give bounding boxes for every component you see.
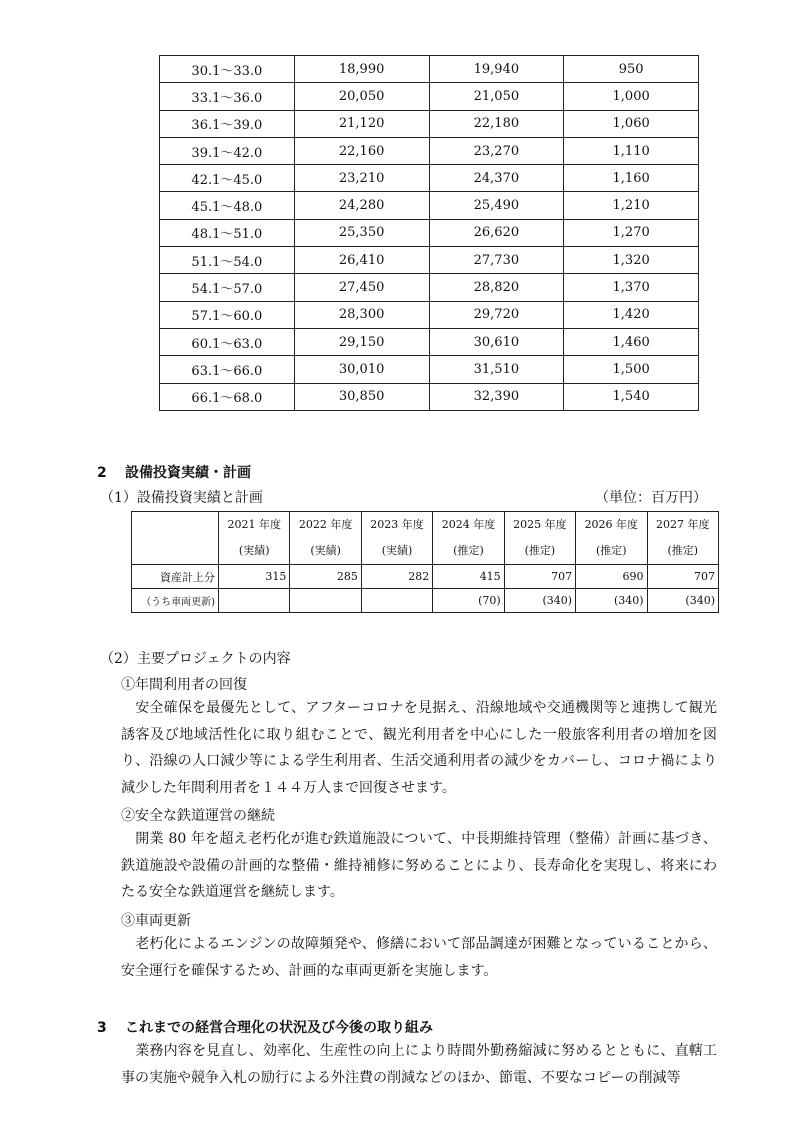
- fare-cell: 1,060: [564, 110, 699, 137]
- section-3-heading: [97, 1017, 433, 1037]
- section-title: これまでの経営合理化の状況及び今後の取り組み: [125, 1020, 433, 1036]
- year-header-cell: 2021 年度 (実績): [219, 512, 290, 565]
- fare-cell: 33.1〜36.0: [160, 83, 295, 110]
- fare-cell: 18,990: [294, 56, 429, 83]
- item-2-text: 開業 80 年を超え老朽化が進む鉄道施設について、中長期維持管理（整備）計画に基づき、鉄道施設や設備の計画的な整備・維持補修に努めることにより、長寿命化を実現し、将来にわたる安全な鉄道運営を継続します。: [121, 831, 717, 900]
- fare-cell: 23,210: [294, 165, 429, 192]
- fare-cell: 23,270: [429, 137, 564, 164]
- year-header-cell: 2023 年度 (実績): [361, 512, 432, 565]
- year-header-cell: 2026 年度 (推定): [576, 512, 647, 565]
- fare-cell: 24,280: [294, 192, 429, 219]
- fare-row: [160, 247, 699, 274]
- fare-cell: 22,180: [429, 110, 564, 137]
- fare-cell: 24,370: [429, 165, 564, 192]
- fare-cell: 1,000: [564, 83, 699, 110]
- value-cell: 707: [647, 565, 718, 589]
- fare-cell: 950: [564, 56, 699, 83]
- fare-cell: 30.1〜33.0: [160, 56, 295, 83]
- fare-row: [160, 192, 699, 219]
- fare-cell: 51.1〜54.0: [160, 247, 295, 274]
- value-cell: 282: [361, 565, 432, 589]
- section-number: 3: [97, 1020, 107, 1036]
- item-3-title: ③車両更新: [121, 913, 191, 929]
- fare-row: [160, 356, 699, 383]
- fare-cell: 26,410: [294, 247, 429, 274]
- fare-cell: 28,300: [294, 301, 429, 328]
- fare-row: [160, 301, 699, 328]
- value-cell: 315: [219, 565, 290, 589]
- value-cell: 415: [433, 565, 504, 589]
- value-cell: [290, 589, 361, 613]
- fare-cell: 39.1〜42.0: [160, 137, 295, 164]
- year-header-cell: 2027 年度 (推定): [647, 512, 718, 565]
- fare-cell: 25,350: [294, 219, 429, 246]
- row-label: （うち車両更新): [132, 589, 219, 613]
- fare-row: [160, 274, 699, 301]
- fare-cell: 30,610: [429, 328, 564, 355]
- fare-cell: 60.1〜63.0: [160, 328, 295, 355]
- fare-cell: 1,320: [564, 247, 699, 274]
- fare-row: [160, 328, 699, 355]
- header-corner-cell: [132, 512, 219, 565]
- fare-cell: 1,420: [564, 301, 699, 328]
- value-cell: [361, 589, 432, 613]
- item-1-text: 安全確保を最優先として、アフターコロナを見据え、沿線地域や交通機関等と連携して観光誘客及び地域活性化に取り組むことで、観光利用者を中心にした一般旅客利用者の増加を図り、沿線の人口減少等による学生利用者、生活交通利用者の減少をカバーし、コロナ禍により減少した年間利用者を１４４万人まで回復させます。: [121, 700, 717, 796]
- fare-cell: 1,270: [564, 219, 699, 246]
- fare-cell: 48.1〜51.0: [160, 219, 295, 246]
- section-3-text: 業務内容を見直し、効率化、生産性の向上により時間外勤務縮減に努めるとともに、直轄工事の実施や競争入札の励行による外注費の削減などのほか、節電、不要なコピーの削減等: [121, 1043, 717, 1086]
- fare-cell: 21,050: [429, 83, 564, 110]
- fare-cell: 1,160: [564, 165, 699, 192]
- value-cell: 707: [504, 565, 575, 589]
- fare-cell: 32,390: [429, 383, 564, 410]
- fare-cell: 1,370: [564, 274, 699, 301]
- fare-cell: 30,850: [294, 383, 429, 410]
- fare-cell: 21,120: [294, 110, 429, 137]
- value-cell: (340): [504, 589, 575, 613]
- section-number: 2: [97, 465, 107, 481]
- fare-cell: 1,500: [564, 356, 699, 383]
- fare-cell: 63.1〜66.0: [160, 356, 295, 383]
- fare-row: [160, 56, 699, 83]
- vehicle-renewal-row: [132, 589, 719, 613]
- fare-cell: 29,150: [294, 328, 429, 355]
- subsection-1-heading: （1）設備投資実績と計画: [100, 490, 263, 506]
- fare-cell: 1,460: [564, 328, 699, 355]
- fare-row: [160, 219, 699, 246]
- value-cell: (340): [576, 589, 647, 613]
- unit-label: （単位：百万円）: [595, 490, 707, 506]
- fare-cell: 27,730: [429, 247, 564, 274]
- fare-cell: 45.1〜48.0: [160, 192, 295, 219]
- investment-header-row: [132, 512, 719, 565]
- fare-cell: 22,160: [294, 137, 429, 164]
- fare-cell: 27,450: [294, 274, 429, 301]
- section-title: 設備投資実績・計画: [125, 465, 251, 481]
- subsection-2-heading: （2）主要プロジェクトの内容: [100, 651, 291, 667]
- year-header-cell: 2025 年度 (推定): [504, 512, 575, 565]
- fare-cell: 28,820: [429, 274, 564, 301]
- fare-row: [160, 383, 699, 410]
- fare-cell: 31,510: [429, 356, 564, 383]
- fare-cell: 1,110: [564, 137, 699, 164]
- item-3-text: 老朽化によるエンジンの故障頻発や、修繕において部品調達が困難となっていることから、安全運行を確保するため、計画的な車両更新を実施します。: [121, 936, 717, 979]
- item-1-title: ①年間利用者の回復: [121, 677, 247, 693]
- year-header-cell: 2024 年度 (推定): [433, 512, 504, 565]
- fare-cell: 1,210: [564, 192, 699, 219]
- fare-cell: 36.1〜39.0: [160, 110, 295, 137]
- value-cell: (70): [433, 589, 504, 613]
- fare-cell: 1,540: [564, 383, 699, 410]
- fare-row: [160, 110, 699, 137]
- fare-row: [160, 137, 699, 164]
- fare-row: [160, 83, 699, 110]
- investment-table: [131, 511, 719, 613]
- fare-cell: 57.1〜60.0: [160, 301, 295, 328]
- fare-row: [160, 165, 699, 192]
- fare-cell: 26,620: [429, 219, 564, 246]
- value-cell: 285: [290, 565, 361, 589]
- year-header-cell: 2022 年度 (実績): [290, 512, 361, 565]
- value-cell: [219, 589, 290, 613]
- fare-cell: 54.1〜57.0: [160, 274, 295, 301]
- fare-cell: 66.1〜68.0: [160, 383, 295, 410]
- fare-cell: 25,490: [429, 192, 564, 219]
- value-cell: 690: [576, 565, 647, 589]
- fare-cell: 19,940: [429, 56, 564, 83]
- section-2-heading: [97, 462, 251, 482]
- row-label: 資産計上分: [132, 565, 219, 589]
- value-cell: (340): [647, 589, 718, 613]
- fare-cell: 29,720: [429, 301, 564, 328]
- fare-table: [159, 55, 699, 411]
- fare-cell: 20,050: [294, 83, 429, 110]
- asset-row: [132, 565, 719, 589]
- fare-cell: 42.1〜45.0: [160, 165, 295, 192]
- fare-cell: 30,010: [294, 356, 429, 383]
- item-2-title: ②安全な鉄道運営の継続: [121, 808, 275, 824]
